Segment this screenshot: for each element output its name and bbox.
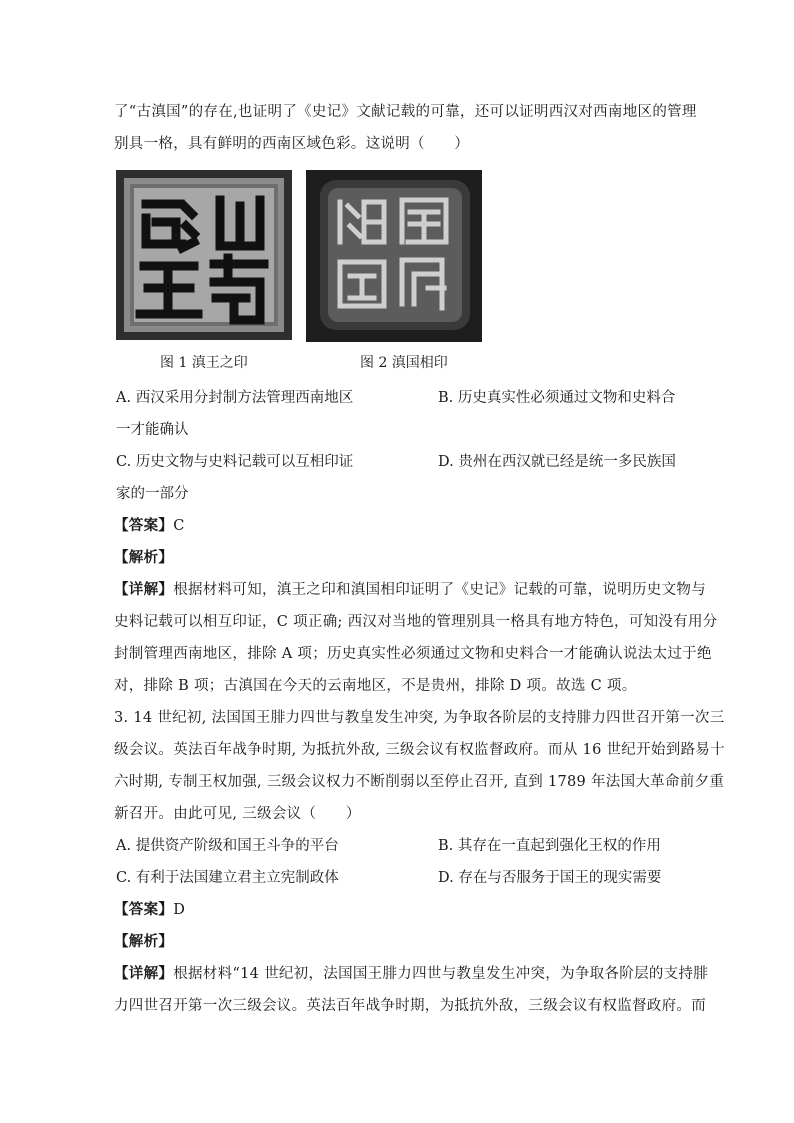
seal-figures [114, 170, 684, 352]
q3-answer: 【答案】D [114, 901, 186, 918]
q2-detail-line-1: 【详解】根据材料可知，滇王之印和滇国相印证明了《史记》记载的可靠，说明历史文物与 [114, 581, 706, 598]
q2-stem-line-1: 了“古滇国”的存在,也证明了《史记》文献记载的可靠，还可以证明西汉对西南地区的管理 [114, 104, 697, 120]
q3-stem-line-3: 六时期, 专制王权加强, 三级会议权力不断削弱以至停止召开, 直到 1789 年法国大革命前夕重 [114, 774, 725, 790]
q2-option-c: C. 历史文物与史料记载可以互相印证 [116, 454, 354, 470]
q2-analysis-label: 【解析】 [114, 549, 174, 566]
q3-analysis-label: 【解析】 [114, 933, 174, 950]
q2-stem-line-2: 别具一格，具有鲜明的西南区域色彩。这说明（ ） [114, 136, 470, 152]
seal-image-dianwang [116, 170, 292, 340]
seal-image-dianguo [306, 170, 482, 342]
q2-detail-line-3: 封制管理西南地区，排除 A 项；历史真实性必须通过文物和史料合一才能确认说法太过于绝 [114, 646, 712, 662]
q3-stem-line-4: 新召开。由此可见, 三级会议（ ） [114, 806, 361, 822]
answer-label: 【答案】 [114, 517, 174, 534]
q2-option-b: B. 历史真实性必须通过文物和史料合 [438, 390, 676, 406]
q3-option-a: A. 提供资产阶级和国王斗争的平台 [116, 838, 339, 854]
detail-label: 【详解】 [114, 581, 174, 598]
q2-option-b-continued: 一才能确认 [116, 422, 189, 438]
answer-value: C [173, 518, 185, 534]
q2-detail-line-4: 对，排除 B 项；古滇国在今天的云南地区，不是贵州，排除 D 项。故选 C 项。 [114, 678, 637, 694]
q3-option-c: C. 有利于法国建立君主立宪制政体 [116, 870, 339, 886]
figure-captions [114, 352, 684, 382]
figure-2-caption: 图 2 滇国相印 [360, 355, 448, 371]
q2-option-a: A. 西汉采用分封制方法管理西南地区 [116, 390, 354, 406]
q2-option-d: D. 贵州在西汉就已经是统一多民族国 [438, 454, 676, 470]
q2-options [114, 382, 684, 510]
q3-option-b: B. 其存在一直起到强化王权的作用 [438, 838, 661, 854]
q3-options [114, 830, 684, 894]
figure-1-caption: 图 1 滇王之印 [160, 355, 248, 371]
q2-option-d-continued: 家的一部分 [116, 486, 189, 502]
document-page [114, 96, 725, 1022]
q3-option-d: D. 存在与否服务于国王的现实需要 [438, 870, 662, 886]
q3-detail-line-1: 【详解】根据材料“14 世纪初，法国国王腓力四世与教皇发生冲突，为争取各阶层的支持腓 [114, 965, 709, 982]
answer-value: D [173, 902, 186, 918]
q3-detail-line-2: 力四世召开第一次三级会议。英法百年战争时期，为抵抗外敌，三级会议有权监督政府。而 [114, 998, 706, 1014]
q2-answer [114, 510, 684, 542]
q3-stem-line-2: 级会议。英法百年战争时期, 为抵抗外敌, 三级会议有权监督政府。而从 16 世纪开始到路易十 [114, 742, 725, 758]
q3-stem-line-1: 3. 14 世纪初, 法国国王腓力四世与教皇发生冲突, 为争取各阶层的支持腓力四世召开第一次三 [114, 710, 725, 726]
q2-detail-line-2: 史料记载可以相互印证，C 项正确; 西汉对当地的管理别具一格具有地方特色，可知没有用分 [114, 614, 718, 630]
